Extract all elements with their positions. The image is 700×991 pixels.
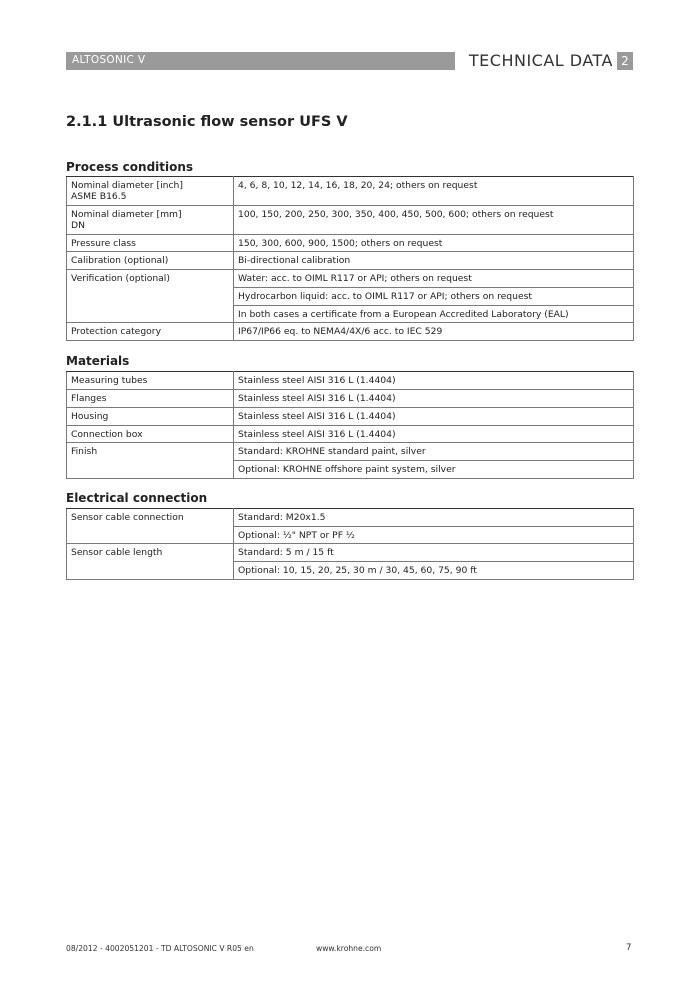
row-value: Stainless steel AISI 316 L (1.4404) (234, 372, 634, 390)
process-conditions-table (66, 176, 634, 341)
row-value: 4, 6, 8, 10, 12, 14, 16, 18, 20, 24; others on request (234, 177, 634, 206)
row-label: Finish (67, 443, 234, 479)
table-row (67, 372, 634, 390)
row-value: Optional: KROHNE offshore paint system, silver (234, 461, 634, 479)
row-value: Stainless steel AISI 316 L (1.4404) (234, 426, 634, 443)
electrical-connection-heading: Electrical connection (66, 491, 208, 505)
row-value: In both cases a certificate from a European Accredited Laboratory (EAL) (234, 306, 634, 323)
table-row (67, 509, 634, 527)
process-conditions-heading: Process conditions (66, 160, 194, 174)
row-value: Hydrocarbon liquid: acc. to OIML R117 or API; others on request (234, 288, 634, 306)
row-label: Measuring tubes (67, 372, 234, 390)
row-label: Housing (67, 408, 234, 426)
row-label: Connection box (67, 426, 234, 443)
row-value: Standard: M20x1.5 (234, 509, 634, 527)
header-chapter-number: 2 (617, 52, 633, 70)
row-label: Sensor cable connection (67, 509, 234, 544)
label-line: DN (71, 220, 85, 231)
row-value: Standard: KROHNE standard paint, silver (234, 443, 634, 461)
materials-table (66, 371, 634, 479)
row-value: Standard: 5 m / 15 ft (234, 544, 634, 562)
row-label: Calibration (optional) (67, 252, 234, 270)
row-value: Optional: 10, 15, 20, 25, 30 m / 30, 45, 60, 75, 90 ft (234, 562, 634, 580)
table-row (67, 177, 634, 206)
header-section-title: TECHNICAL DATA (468, 51, 613, 70)
footer-page-number: 7 (626, 943, 632, 953)
label-line: Nominal diameter [inch] (71, 180, 183, 191)
row-value: Stainless steel AISI 316 L (1.4404) (234, 408, 634, 426)
header-bar (66, 52, 455, 70)
table-row (67, 544, 634, 562)
electrical-connection-table (66, 508, 634, 580)
table-row (67, 323, 634, 341)
row-label (67, 206, 234, 235)
table-row (67, 426, 634, 443)
row-value: Stainless steel AISI 316 L (1.4404) (234, 390, 634, 408)
table-row (67, 252, 634, 270)
row-label (67, 177, 234, 206)
row-value: Optional: ½" NPT or PF ½ (234, 527, 634, 544)
page-header (66, 52, 633, 70)
row-value: Bi-directional calibration (234, 252, 634, 270)
header-product-name: ALTOSONIC V (72, 54, 146, 66)
table-row (67, 235, 634, 252)
table-row (67, 206, 634, 235)
table-row (67, 390, 634, 408)
materials-heading: Materials (66, 354, 130, 368)
row-label: Sensor cable length (67, 544, 234, 580)
row-label: Verification (optional) (67, 270, 234, 323)
row-value: 100, 150, 200, 250, 300, 350, 400, 450, 500, 600; others on request (234, 206, 634, 235)
page-title: 2.1.1 Ultrasonic flow sensor UFS V (66, 114, 348, 130)
row-label: Protection category (67, 323, 234, 341)
table-row (67, 408, 634, 426)
row-label: Flanges (67, 390, 234, 408)
label-line: ASME B16.5 (71, 191, 127, 202)
row-value: IP67/IP66 eq. to NEMA4/4X/6 acc. to IEC 529 (234, 323, 634, 341)
label-line: Nominal diameter [mm] (71, 209, 182, 220)
row-value: Water: acc. to OIML R117 or API; others on request (234, 270, 634, 288)
footer-document-id: 08/2012 - 4002051201 - TD ALTOSONIC V R05 en (66, 944, 254, 953)
table-row (67, 443, 634, 461)
table-row (67, 270, 634, 288)
row-label: Pressure class (67, 235, 234, 252)
footer-website: www.krohne.com (316, 944, 382, 953)
row-value: 150, 300, 600, 900, 1500; others on request (234, 235, 634, 252)
